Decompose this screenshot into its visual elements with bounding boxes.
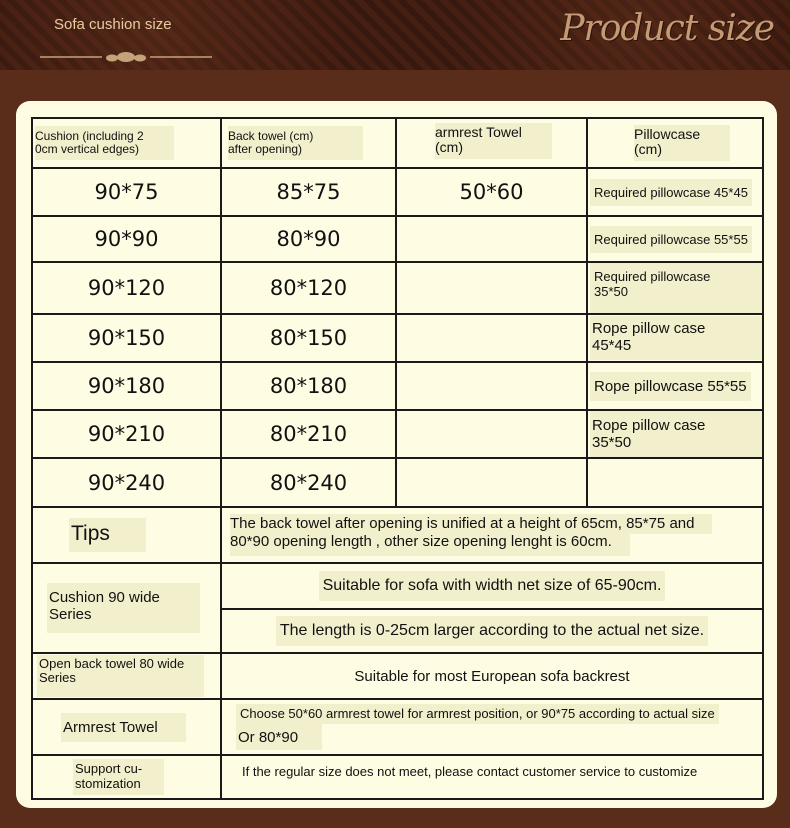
back-towel-size: 80*90 — [221, 216, 396, 262]
back-towel-size: 85*75 — [221, 168, 396, 216]
support-text-cell: If the regular size does not meet, please contact customer service to customize — [221, 755, 763, 799]
armrest-cell — [396, 362, 587, 410]
back-towel-size: 80*210 — [221, 410, 396, 458]
back-towel-size: 80*240 — [221, 458, 396, 507]
cushion-series-text-2: The length is 0-25cm larger according to the actual net size. — [221, 609, 763, 653]
section-title: Sofa cushion size — [54, 16, 172, 33]
pillowcase-cell: Required pillowcase 55*55 — [587, 216, 763, 262]
support-label-cell: Support cu- stomization — [32, 755, 221, 799]
tips-label-cell: Tips — [32, 507, 221, 563]
size-table — [31, 117, 764, 800]
table-row — [32, 168, 763, 216]
header-cushion: Cushion (including 2 0cm vertical edges) — [32, 118, 221, 168]
ornament-divider-icon — [40, 50, 212, 64]
armrest-size: 50*60 — [396, 168, 587, 216]
armrest-cell — [396, 458, 587, 507]
cushion-size: 90*90 — [32, 216, 221, 262]
back-series-text: Suitable for most European sofa backrest — [221, 653, 763, 699]
pillowcase-cell: Required pillowcase 45*45 — [587, 168, 763, 216]
armrest-cell — [396, 410, 587, 458]
back-series-label-cell: Open back towel 80 wide Series — [32, 653, 221, 699]
table-row — [32, 216, 763, 262]
cushion-series-label-cell: Cushion 90 wide Series — [32, 563, 221, 653]
cushion-size: 90*240 — [32, 458, 221, 507]
armrest-cell — [396, 262, 587, 314]
table-row — [32, 410, 763, 458]
armrest-cell — [396, 216, 587, 262]
table-row — [32, 314, 763, 362]
table-header-row — [32, 118, 763, 168]
back-towel-size: 80*180 — [221, 362, 396, 410]
cushion-size: 90*210 — [32, 410, 221, 458]
pillowcase-cell: Rope pillow case 45*45 — [587, 314, 763, 362]
cushion-series-row — [32, 563, 763, 609]
table-row — [32, 362, 763, 410]
cushion-size: 90*150 — [32, 314, 221, 362]
cushion-size: 90*120 — [32, 262, 221, 314]
armrest-text-cell: Choose 50*60 armrest towel for armrest position, or 90*75 according to actual size Or 80*90 — [221, 699, 763, 755]
support-row — [32, 755, 763, 799]
armrest-row — [32, 699, 763, 755]
tips-text-cell: The back towel after opening is unified at a height of 65cm, 85*75 and 80*90 opening length , other size opening lenght is 60cm. — [221, 507, 763, 563]
cushion-series-text-1: Suitable for sofa with width net size of 65-90cm. — [221, 563, 763, 609]
product-size-heading: Product size — [560, 8, 774, 49]
header-pillowcase: Pillowcase (cm) — [587, 118, 763, 168]
cushion-size: 90*180 — [32, 362, 221, 410]
header-banner — [0, 0, 790, 70]
back-towel-size: 80*120 — [221, 262, 396, 314]
back-towel-size: 80*150 — [221, 314, 396, 362]
tips-row — [32, 507, 763, 563]
pillowcase-cell — [587, 458, 763, 507]
header-armrest-towel: armrest Towel (cm) — [396, 118, 587, 168]
armrest-label-cell: Armrest Towel — [32, 699, 221, 755]
pillowcase-cell: Rope pillow case 35*50 — [587, 410, 763, 458]
header-back-towel: Back towel (cm) after opening) — [221, 118, 396, 168]
pillowcase-cell: Required pillowcase 35*50 — [587, 262, 763, 314]
armrest-cell — [396, 314, 587, 362]
table-row — [32, 458, 763, 507]
table-row — [32, 262, 763, 314]
back-series-row — [32, 653, 763, 699]
pillowcase-cell: Rope pillowcase 55*55 — [587, 362, 763, 410]
cushion-size: 90*75 — [32, 168, 221, 216]
